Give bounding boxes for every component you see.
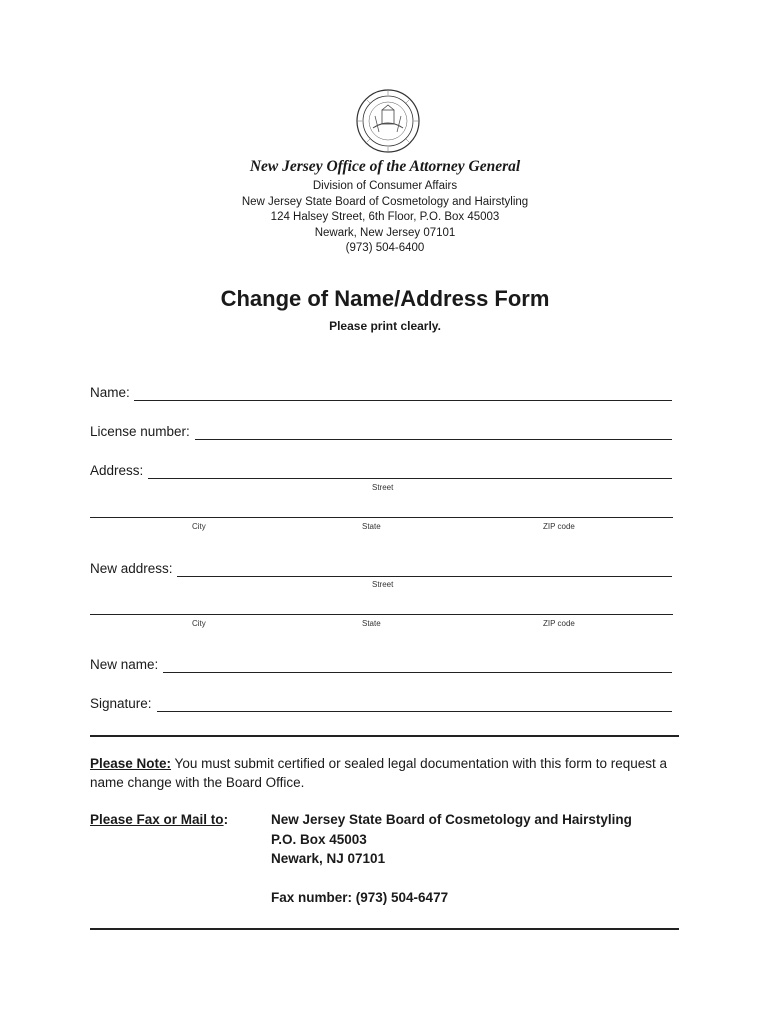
address-street-field[interactable] bbox=[148, 464, 672, 479]
note-lead: Please Note: bbox=[90, 756, 172, 771]
address-state-caption: State bbox=[362, 522, 381, 531]
note-paragraph bbox=[90, 754, 685, 792]
new-address-city-caption: City bbox=[192, 619, 206, 628]
mail-to-label bbox=[90, 812, 228, 827]
license-number-label: License number: bbox=[90, 424, 190, 439]
header-street: 124 Halsey Street, 6th Floor, P.O. Box 45003 bbox=[270, 211, 500, 223]
new-address-zip-caption: ZIP code bbox=[543, 619, 575, 628]
mail-address-line1: New Jersey State Board of Cosmetology and Hairstyling bbox=[271, 812, 632, 827]
note-text: You must submit certified or sealed legal documentation with this form to request a name change with the Board Office. bbox=[90, 756, 668, 790]
mail-address-line2: P.O. Box 45003 bbox=[271, 832, 367, 847]
address-city-state-zip-field[interactable] bbox=[90, 503, 673, 518]
form-title: Change of Name/Address Form bbox=[220, 286, 550, 311]
fax-number: Fax number: (973) 504-6477 bbox=[271, 890, 449, 905]
form-subtitle: Please print clearly. bbox=[329, 319, 441, 333]
name-field[interactable] bbox=[134, 386, 672, 401]
mail-address-line3: Newark, NJ 07101 bbox=[271, 851, 386, 866]
address-zip-caption: ZIP code bbox=[543, 522, 575, 531]
header-phone: (973) 504-6400 bbox=[345, 242, 425, 254]
mail-to-colon: : bbox=[223, 812, 229, 827]
license-number-field[interactable] bbox=[195, 425, 672, 440]
signature-label: Signature: bbox=[90, 696, 152, 711]
division-name: Division of Consumer Affairs bbox=[312, 180, 458, 192]
address-label: Address: bbox=[90, 463, 144, 478]
new-name-field[interactable] bbox=[163, 658, 672, 673]
new-address-city-state-zip-field[interactable] bbox=[90, 600, 673, 615]
section-divider bbox=[90, 735, 679, 737]
new-address-label: New address: bbox=[90, 561, 173, 576]
new-address-street-field[interactable] bbox=[177, 562, 672, 577]
address-city-caption: City bbox=[192, 522, 206, 531]
agency-name: New Jersey Office of the Attorney General bbox=[249, 158, 521, 175]
name-label: Name: bbox=[90, 385, 130, 400]
bottom-divider bbox=[90, 928, 679, 930]
new-name-label: New name: bbox=[90, 657, 159, 672]
board-name: New Jersey State Board of Cosmetology and Hairstyling bbox=[241, 195, 529, 208]
address-street-caption: Street bbox=[372, 483, 394, 492]
header-city: Newark, New Jersey 07101 bbox=[314, 226, 456, 239]
state-seal-icon bbox=[355, 88, 421, 154]
new-address-state-caption: State bbox=[362, 619, 381, 628]
new-address-street-caption: Street bbox=[372, 580, 394, 589]
mail-to-lead: Please Fax or Mail to bbox=[90, 812, 224, 827]
signature-field[interactable] bbox=[157, 697, 672, 712]
